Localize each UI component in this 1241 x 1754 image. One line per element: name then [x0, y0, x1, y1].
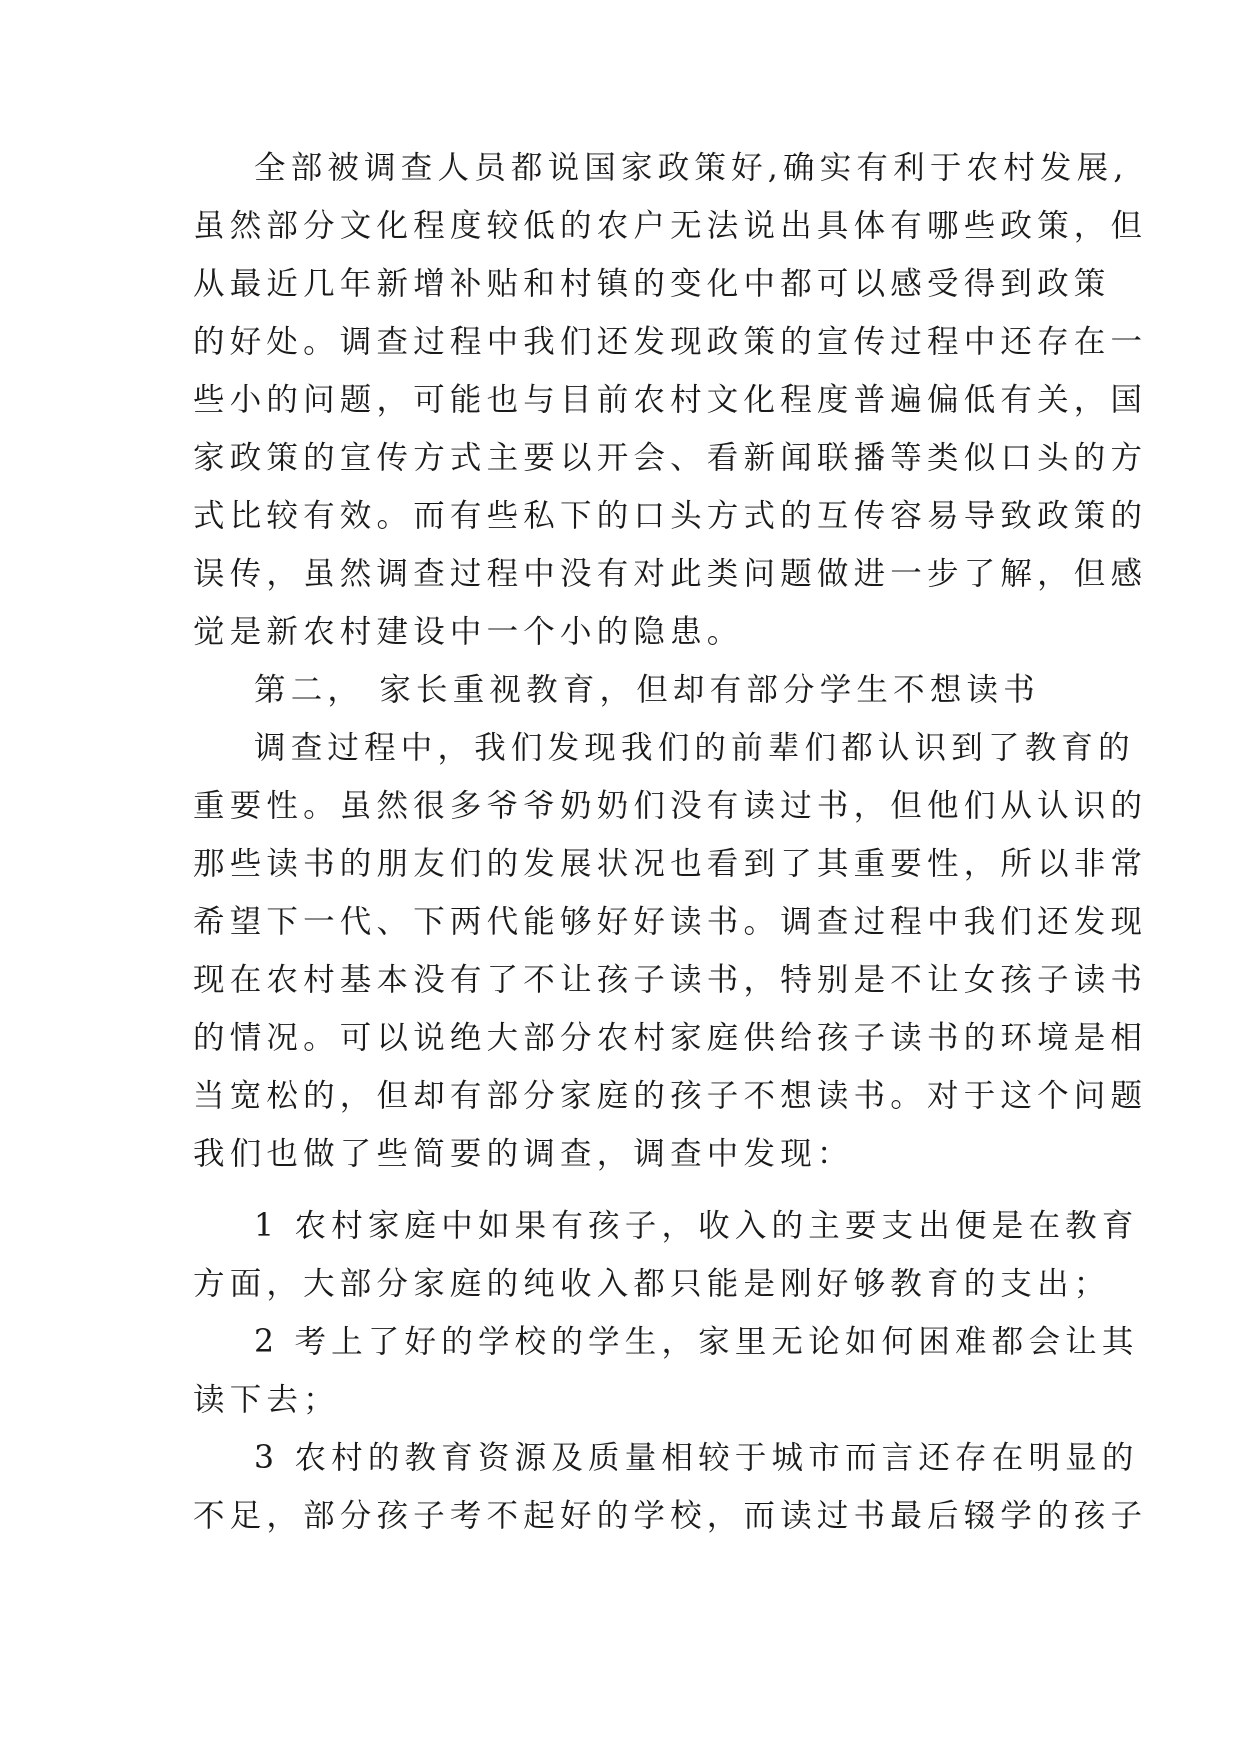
text-line: 重要性。虽然很多爷爷奶奶们没有读过书，但他们从认识的: [193, 788, 1148, 824]
text-line: 误传，虽然调查过程中没有对此类问题做进一步了解，但感: [193, 556, 1148, 592]
text-line: 从最近几年新增补贴和村镇的变化中都可以感受得到政策: [193, 266, 1111, 302]
text-line: 虽然部分文化程度较低的农户无法说出具体有哪些政策，但: [193, 208, 1148, 244]
list-item: 1 农村家庭中如果有孩子，收入的主要支出便是在教育: [254, 1208, 1139, 1244]
text-line: 读下去；: [193, 1382, 340, 1418]
text-line: 我们也做了些简要的调查，调查中发现：: [193, 1136, 854, 1172]
text-line: 式比较有效。而有些私下的口头方式的互传容易导致政策的: [193, 498, 1148, 534]
text-line: 全部被调查人员都说国家政策好,确实有利于农村发展,: [254, 150, 1129, 186]
text-line: 方面，大部分家庭的纯收入都只能是刚好够教育的支出；: [193, 1266, 1111, 1302]
text-line: 的情况。可以说绝大部分农村家庭供给孩子读书的环境是相: [193, 1020, 1148, 1056]
text-line: 些小的问题，可能也与目前农村文化程度普遍偏低有关，国: [193, 382, 1148, 418]
section-heading: 第二， 家长重视教育，但却有部分学生不想读书: [254, 672, 1040, 708]
text-line: 当宽松的，但却有部分家庭的孩子不想读书。对于这个问题: [193, 1078, 1148, 1114]
text-line: 的好处。调查过程中我们还发现政策的宣传过程中还存在一: [193, 324, 1148, 360]
list-item: 3 农村的教育资源及质量相较于城市而言还存在明显的: [254, 1440, 1139, 1476]
text-line: 觉是新农村建设中一个小的隐患。: [193, 614, 744, 650]
text-line: 那些读书的朋友们的发展状况也看到了其重要性，所以非常: [193, 846, 1148, 882]
text-line: 不足，部分孩子考不起好的学校，而读过书最后辍学的孩子: [193, 1498, 1148, 1534]
list-item: 2 考上了好的学校的学生，家里无论如何困难都会让其: [254, 1324, 1139, 1360]
text-line: 现在农村基本没有了不让孩子读书，特别是不让女孩子读书: [193, 962, 1148, 998]
text-line: 希望下一代、下两代能够好好读书。调查过程中我们还发现: [193, 904, 1148, 940]
text-line: 调查过程中，我们发现我们的前辈们都认识到了教育的: [254, 730, 1135, 766]
text-line: 家政策的宣传方式主要以开会、看新闻联播等类似口头的方: [193, 440, 1148, 476]
